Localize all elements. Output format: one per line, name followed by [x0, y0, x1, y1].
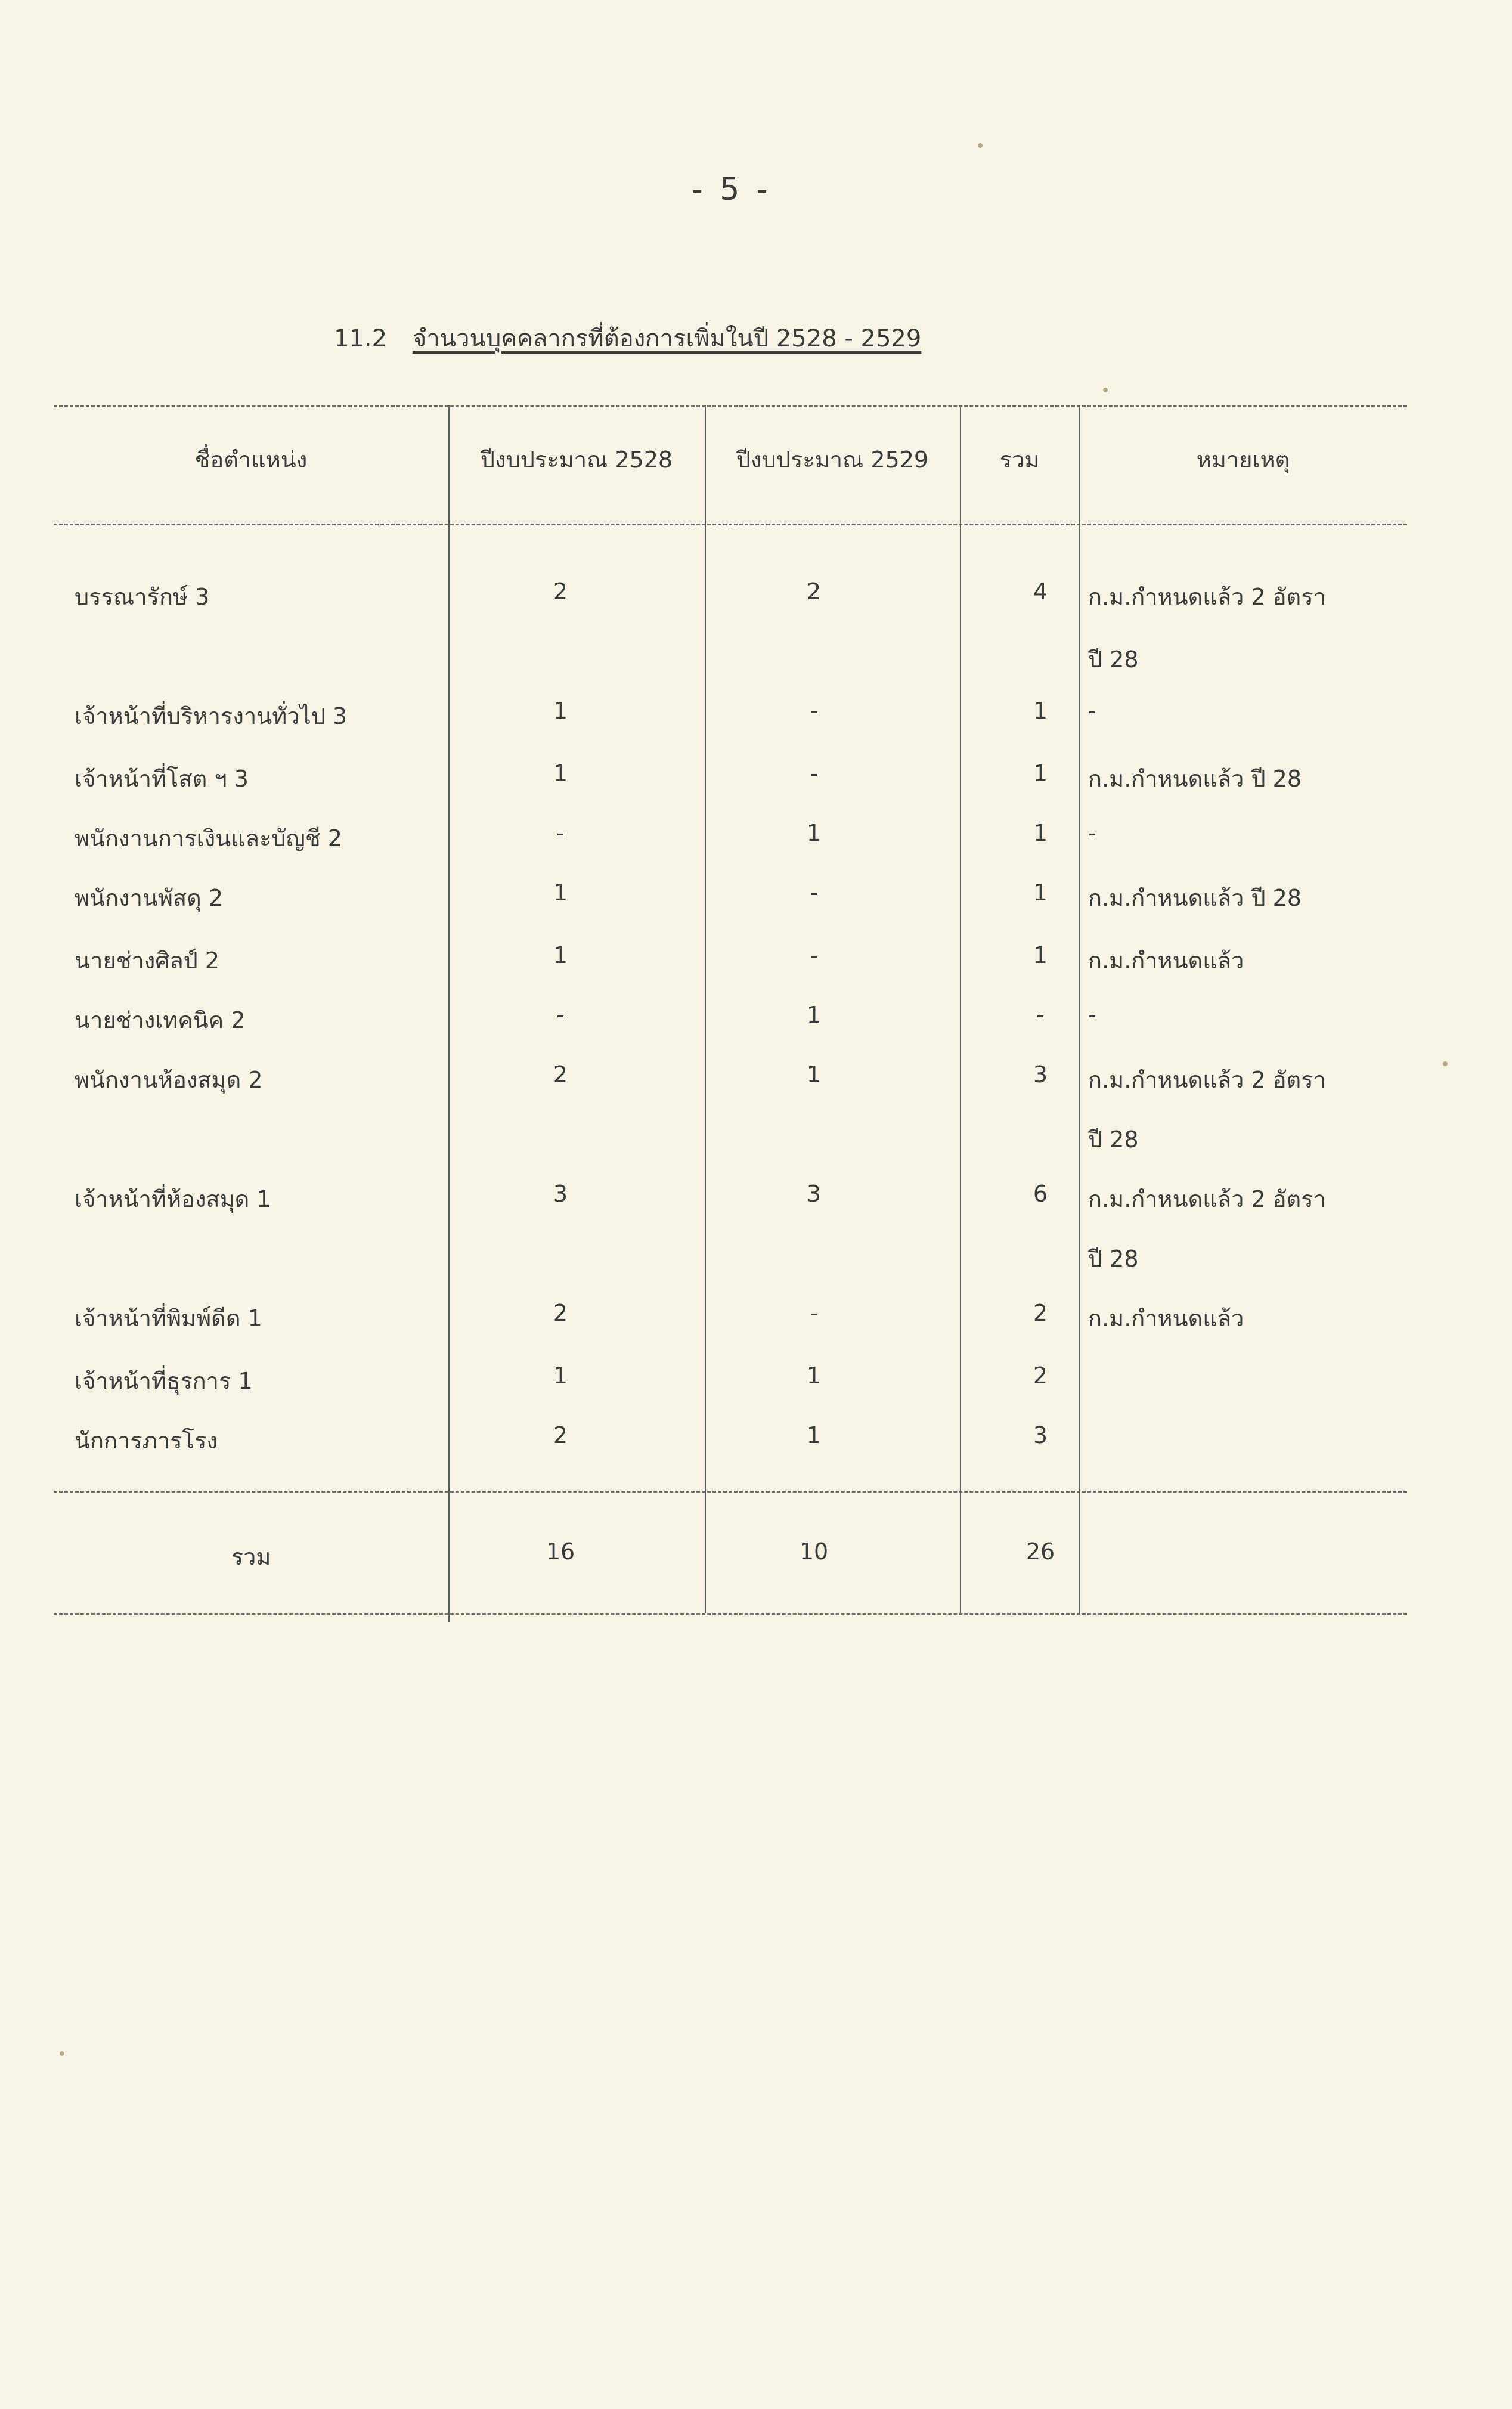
- count-2529: 3: [806, 1181, 822, 1207]
- position-name: เจ้าหน้าที่ธุรการ 1: [75, 1368, 253, 1394]
- position-name: พนักงานการเงินและบัญชี 2: [75, 825, 342, 851]
- remark: -: [1088, 1002, 1096, 1028]
- count-2529: -: [810, 1300, 818, 1326]
- column-divider: [705, 405, 706, 1613]
- position-name: เจ้าหน้าที่บริหารงานทั่วไป 3: [75, 703, 348, 729]
- position-name: นายช่างศิลป์ 2: [75, 948, 220, 974]
- count-total: 2: [1033, 1363, 1048, 1389]
- remark: ก.ม.กำหนดแล้ว 2 อัตรา: [1088, 584, 1326, 610]
- table-bottom-rule: [54, 1613, 1407, 1615]
- section-heading: [334, 319, 921, 357]
- header-bottom-rule: [54, 524, 1407, 525]
- sum-2528: 16: [546, 1538, 575, 1565]
- sum-2529: 10: [799, 1538, 829, 1565]
- count-2528: -: [556, 1002, 565, 1028]
- remark: ก.ม.กำหนดแล้ว ปี 28: [1088, 885, 1302, 911]
- count-2528: 1: [553, 760, 568, 787]
- count-2529: 1: [806, 1422, 822, 1448]
- count-2529: 1: [806, 820, 822, 846]
- count-2529: -: [810, 698, 818, 724]
- column-header: ปีงบประมาณ 2529: [736, 447, 929, 473]
- paper-speck: [978, 143, 983, 148]
- count-2529: -: [810, 942, 818, 968]
- page-number: - 5 -: [692, 172, 772, 208]
- body-bottom-rule: [54, 1491, 1407, 1493]
- remark-continued: ปี 28: [1088, 1126, 1139, 1153]
- count-2528: 2: [553, 1422, 568, 1448]
- count-2529: -: [810, 880, 818, 906]
- count-2528: 2: [553, 1061, 568, 1088]
- section-number: 11.2: [334, 325, 388, 352]
- count-2529: 1: [806, 1363, 822, 1389]
- count-2529: 1: [806, 1061, 822, 1088]
- count-2528: 1: [553, 698, 568, 724]
- position-name: พนักงานห้องสมุด 2: [75, 1067, 263, 1093]
- count-2528: -: [556, 820, 565, 846]
- count-total: 1: [1033, 698, 1048, 724]
- count-2528: 1: [553, 880, 568, 906]
- count-2528: 2: [553, 1300, 568, 1326]
- count-2529: -: [810, 760, 818, 787]
- count-total: -: [1036, 1002, 1045, 1028]
- remark-continued: ปี 28: [1088, 1246, 1139, 1272]
- count-2528: 1: [553, 1363, 568, 1389]
- column-header: ปีงบประมาณ 2528: [480, 447, 673, 473]
- count-total: 1: [1033, 760, 1048, 787]
- section-title: จำนวนบุคคลากรที่ต้องการเพิ่มในปี 2528 - 2529: [412, 325, 922, 352]
- count-total: 3: [1033, 1422, 1048, 1448]
- paper-speck: [1103, 388, 1108, 392]
- remark: ก.ม.กำหนดแล้ว ปี 28: [1088, 766, 1302, 792]
- count-total: 1: [1033, 820, 1048, 846]
- paper-speck: [60, 2051, 64, 2056]
- table-top-rule: [54, 405, 1407, 407]
- remark: ก.ม.กำหนดแล้ว 2 อัตรา: [1088, 1067, 1326, 1093]
- sum-total: 26: [1025, 1538, 1055, 1565]
- count-total: 2: [1033, 1300, 1048, 1326]
- column-header: หมายเหตุ: [1196, 447, 1290, 473]
- remark: ก.ม.กำหนดแล้ว: [1088, 948, 1244, 974]
- column-divider: [960, 405, 961, 1613]
- position-name: เจ้าหน้าที่โสต ฯ 3: [75, 766, 249, 792]
- paper-speck: [1443, 1061, 1448, 1066]
- column-divider: [1079, 405, 1080, 1613]
- position-name: พนักงานพัสดุ 2: [75, 885, 224, 911]
- remark: ก.ม.กำหนดแล้ว: [1088, 1305, 1244, 1332]
- count-total: 4: [1033, 578, 1048, 605]
- total-label: รวม: [231, 1544, 271, 1570]
- count-total: 3: [1033, 1061, 1048, 1088]
- column-divider: [448, 405, 450, 1622]
- count-2528: 3: [553, 1181, 568, 1207]
- remark: -: [1088, 820, 1096, 846]
- position-name: บรรณารักษ์ 3: [75, 584, 210, 610]
- count-2528: 1: [553, 942, 568, 968]
- count-total: 1: [1033, 880, 1048, 906]
- count-2529: 2: [806, 578, 822, 605]
- count-2529: 1: [806, 1002, 822, 1028]
- column-header: ชื่อตำแหน่ง: [194, 447, 308, 473]
- position-name: นายช่างเทคนิค 2: [75, 1007, 246, 1033]
- remark: ก.ม.กำหนดแล้ว 2 อัตรา: [1088, 1186, 1326, 1212]
- staff-requirement-table: [54, 405, 1407, 1622]
- position-name: เจ้าหน้าที่ห้องสมุด 1: [75, 1186, 271, 1212]
- position-name: เจ้าหน้าที่พิมพ์ดีด 1: [75, 1305, 262, 1332]
- remark: -: [1088, 698, 1096, 724]
- column-header: รวม: [999, 447, 1040, 473]
- position-name: นักการภารโรง: [75, 1428, 218, 1454]
- remark-continued: ปี 28: [1088, 646, 1139, 673]
- count-total: 6: [1033, 1181, 1048, 1207]
- count-total: 1: [1033, 942, 1048, 968]
- count-2528: 2: [553, 578, 568, 605]
